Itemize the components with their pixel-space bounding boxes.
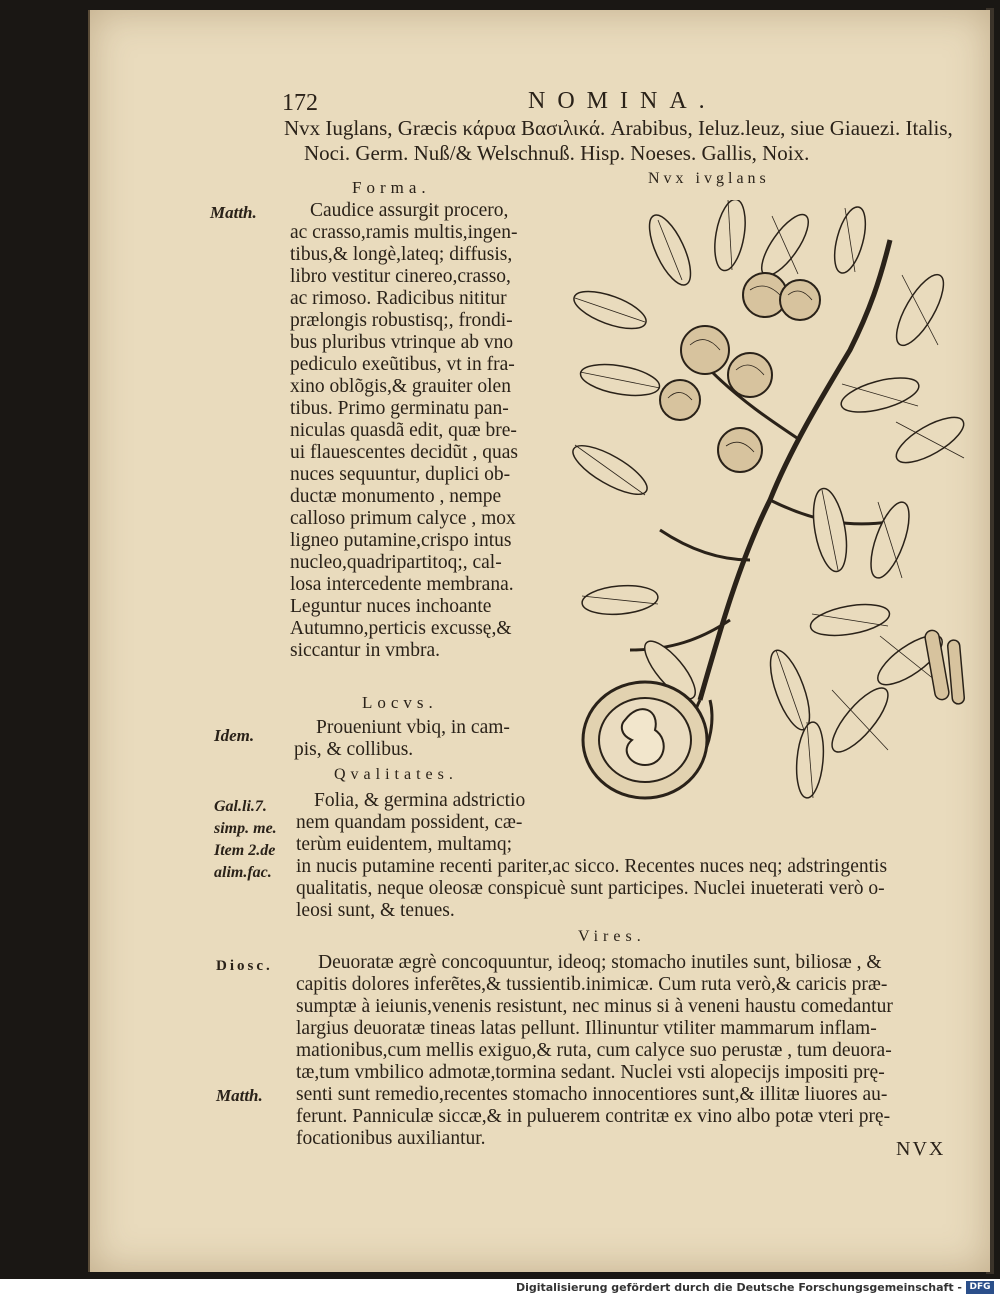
text-line: largius deuoratæ tineas latas pellunt. Illinuntur vtiliter mammarum inflam- xyxy=(296,1018,877,1039)
text-line: focationibus auxiliantur. xyxy=(296,1128,486,1149)
text-line: Deuoratæ ægrè concoquuntur, ideoq; stomacho inutiles sunt, biliosæ , & xyxy=(318,952,882,973)
nomina-line-1: Nvx Iuglans, Græcis κάρυα Βασιλικά. Arabibus, Ieluz.leuz, siue Giauezi. Italis, xyxy=(284,116,953,140)
text-line: xino oblõgis,& grauiter olen xyxy=(290,376,511,397)
text-line: tibus,& longè,lateq; diffusis, xyxy=(290,244,513,265)
text-line: losa intercedente membrana. xyxy=(290,574,514,595)
text-line: terùm euidentem, multamq; xyxy=(296,834,513,855)
footer-bar xyxy=(0,1279,1000,1297)
text-line: ui flauescentes decidũt , quas xyxy=(290,442,518,463)
text-line: ductæ monumento , nempe xyxy=(290,486,502,507)
text-line: Caudice assurgit procero, xyxy=(310,200,509,221)
text-line: prælongis robustisq;, frondi- xyxy=(290,310,513,331)
text-line: ferunt. Panniculæ siccæ,& in puluerem contritæ ex vino albo potæ vteri prę- xyxy=(296,1106,891,1127)
forma-margin-note: Matth. xyxy=(210,203,257,222)
locus-margin-note: Idem. xyxy=(214,726,255,745)
text-line: mationibus,cum mellis exiguo,& ruta, cum calyce suo perustæ , tum deuora- xyxy=(296,1040,892,1061)
forma-text xyxy=(290,200,518,662)
text-line: in nucis putamine recenti pariter,ac sicco. Recentes nuces neq; adstringentis xyxy=(296,856,888,877)
text-line: Proueniunt vbiq, in cam- xyxy=(316,717,510,738)
text-line: capitis dolores inferẽtes,& tussientib.inimicæ. Cum ruta verò,& caricis præ- xyxy=(296,974,888,995)
qualitates-heading: Qvalitates. xyxy=(334,766,458,783)
text-line: libro vestitur cinereo,crasso, xyxy=(290,266,511,287)
text-line: nem quandam possident, cæ- xyxy=(296,812,523,833)
text-line: pis, & collibus. xyxy=(294,739,414,760)
text-line: Folia, & germina adstrictio xyxy=(314,790,526,811)
text-line: nucleo,quadripartitoq;, cal- xyxy=(290,552,502,573)
text-line: calloso primum calyce , mox xyxy=(290,508,516,529)
margin-note-line: Gal.li.7. xyxy=(214,798,267,815)
forma-heading: Forma. xyxy=(352,178,431,197)
vires-margin-note-matth: Matth. xyxy=(216,1086,263,1105)
text-line: Leguntur nuces inchoante xyxy=(290,596,492,617)
text-line: siccantur in vmbra. xyxy=(290,640,440,661)
figure-caption: Nvx ivglans xyxy=(648,170,770,187)
vires-margin-note-diosc: Diosc. xyxy=(216,958,273,974)
page-number: 172 xyxy=(282,90,318,116)
text-line: tæ,tum vmbilico admotæ,tormina sedant. Nuclei vsti alopecijs impositi prę- xyxy=(296,1062,885,1083)
book-page xyxy=(88,10,990,1272)
text-line: ac crasso,ramis multis,ingen- xyxy=(290,222,518,243)
margin-note-line: simp. me. xyxy=(214,820,277,837)
nomina-line-2: Noci. Germ. Nuß/& Welschnuß. Hisp. Noeses. Gallis, Noix. xyxy=(304,141,810,165)
text-line: ligneo putamine,crispo intus xyxy=(290,530,512,551)
text-line: niculas quasdã edit, quæ bre- xyxy=(290,420,517,441)
text-line: Autumno,perticis excussę,& xyxy=(290,618,512,639)
margin-note-line: Item 2.de xyxy=(214,842,276,859)
text-line: leosi sunt, & tenues. xyxy=(296,900,455,921)
catchword: NVX xyxy=(896,1138,946,1160)
text-line: qualitatis, neque oleosæ conspicuè sunt participes. Nuclei inueterati verò o- xyxy=(296,878,885,899)
funding-credit: Digitalisierung gefördert durch die Deutsche Forschungsgemeinschaft - xyxy=(515,1281,962,1294)
text-line: pediculo exeũtibus, vt in fra- xyxy=(290,354,515,375)
running-title: NOMINA. xyxy=(528,88,717,114)
text-line: ac rimoso. Radicibus nititur xyxy=(290,288,507,309)
dfg-logo: DFG xyxy=(966,1281,994,1294)
qualitates-margin-notes xyxy=(214,796,277,884)
locus-text xyxy=(294,717,510,761)
vires-heading: Vires. xyxy=(578,928,646,945)
text-line: sumptæ à ieiunis,venenis resistunt, nec minus si à veneni haustu comedantur xyxy=(296,996,893,1017)
locus-heading: Locvs. xyxy=(362,693,438,712)
text-line: nuces sequuntur, duplici ob- xyxy=(290,464,511,485)
text-line: bus pluribus vtrinque ab vno xyxy=(290,332,514,353)
margin-note-line: alim.fac. xyxy=(214,864,272,881)
walnut-woodcut-illustration xyxy=(550,200,980,830)
text-line: tibus. Primo germinatu pan- xyxy=(290,398,509,419)
text-line: senti sunt remedio,recentes stomacho innocentiores sunt,& illitæ liuores au- xyxy=(296,1084,888,1105)
vires-text xyxy=(296,952,893,1150)
